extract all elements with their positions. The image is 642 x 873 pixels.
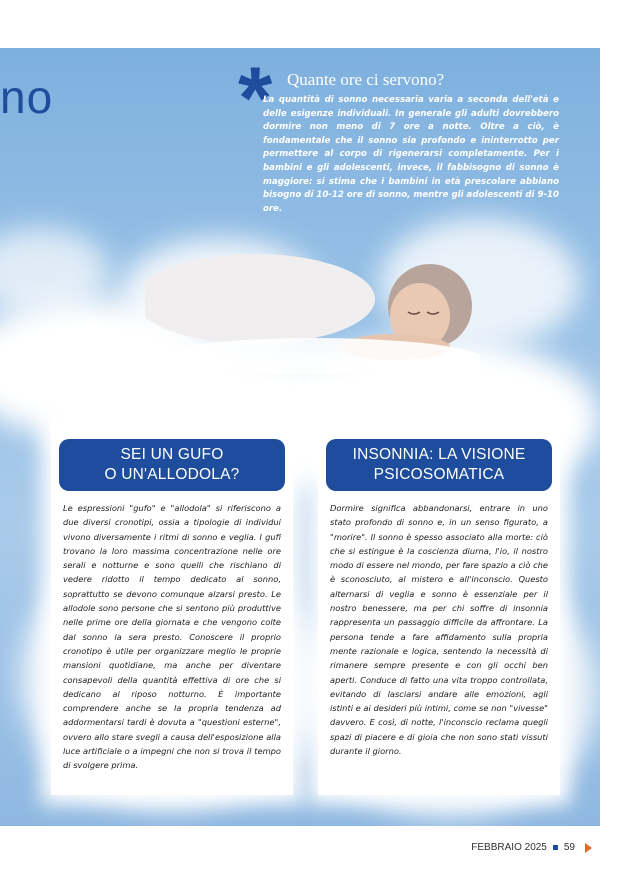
insonnia-article-header: [326, 439, 552, 491]
cronotipi-article-box: [51, 420, 293, 795]
asterisk-icon: *: [238, 48, 273, 147]
page-footer: [471, 842, 592, 853]
headline-fragment: no: [0, 71, 54, 123]
cronotipi-article-text: Le espressioni "gufo" e "allodola" si riferiscono a due diversi cronotipi, ossia a tipologie di individui vivono diversamente i ritmi di sonno e veglia. I gufi trovano la loro massima concentrazione nelle ore serali e notturne e sono quelli che rischiano di vedere ridotto il tempo dedicato al sonno, soprattutto se devono comunque alzarsi presto. Le allodole sono persone che si sentono più produttive nelle prime ore della giornata e che vengono colte dal sonno la sera presto. Conoscere il proprio cronotipo è utile per organizzare meglio le proprie mansioni quotidiane, ma anche per diventare consapevoli della quantità effettiva di ore che si dedicano al riposo notturno. È importante comprendere anche se la propria tendenza ad addormentarsi tardi è dovuta a "questioni esterne", ovvero allo stare svegli a causa dell'esposizione alla luce artificiale o a impegni che non si trova il tempo di svolgere prima.: [63, 503, 281, 771]
sidebar-text: La quantità di sonno necessaria varia a seconda dell'età e delle esigenze individuali. In generale gli adulti dovrebbero dormire non meno di 7 ore a notte. Oltre a ciò, è fondamentale che il sonno sia profondo e ininterrotto per permettere al corpo di rigenerarsi completamente. Per i bambini e gli adolescenti, invece, il fabbisogno di sonno è maggiore: si stima che i bambini in età prescolare abbiano bisogno di 10-12 ore di sonno, mentre gli adolescenti di 9-10 ore.: [263, 95, 559, 214]
triangle-right-icon: [585, 843, 592, 853]
insonnia-title-line1: INSONNIA: LA VISIONE: [352, 446, 526, 463]
body-shape: [145, 254, 375, 344]
page-number: 59: [563, 842, 575, 853]
cronotipi-title-line2: O UN'ALLODOLA?: [104, 466, 240, 483]
insonnia-article-box: [318, 420, 560, 795]
cronotipi-title-line1: SEI UN GUFO: [120, 446, 224, 463]
square-bullet-icon: [553, 845, 558, 850]
sidebar-title: Quante ore ci servono?: [287, 70, 445, 89]
sleeping-woman-illustration: [145, 244, 480, 374]
cronotipi-article-header: [59, 439, 285, 491]
insonnia-article-text: Dormire significa abbandonarsi, entrare in uno stato profondo di sonno e, in un senso figurato, a "morire". Il sonno è spesso associato alla morte: ciò che si estingue è la coscienza diurna, l'io, il nostro modo di essere nel mondo, per fare spazio a ciò che è sconosciuto, al mistero e all'inconscio. Questo alternarsi di veglia e sonno è essenziale per il nostro benessere, ma per chi soffre di insonnia rappresenta un passaggio difficile da affrontare. La persona tende a fare affidamento sulla propria mente razionale e logica, sentendo la necessità di rimanere sempre presente e con gli occhi ben aperti. Conduce di fatto una vita troppo controllata, evitando di lasciarsi andare alle emozioni, agli istinti e ai desideri più intimi, come se non "vivesse" davvero. E così, di notte, l'inconscio reclama quegli spazi di piacere e di gioia che non sono stati vissuti durante il giorno.: [330, 503, 548, 757]
issue-date: FEBBRAIO 2025: [471, 842, 547, 853]
insonnia-title-line2: PSICOSOMATICA: [373, 466, 505, 483]
